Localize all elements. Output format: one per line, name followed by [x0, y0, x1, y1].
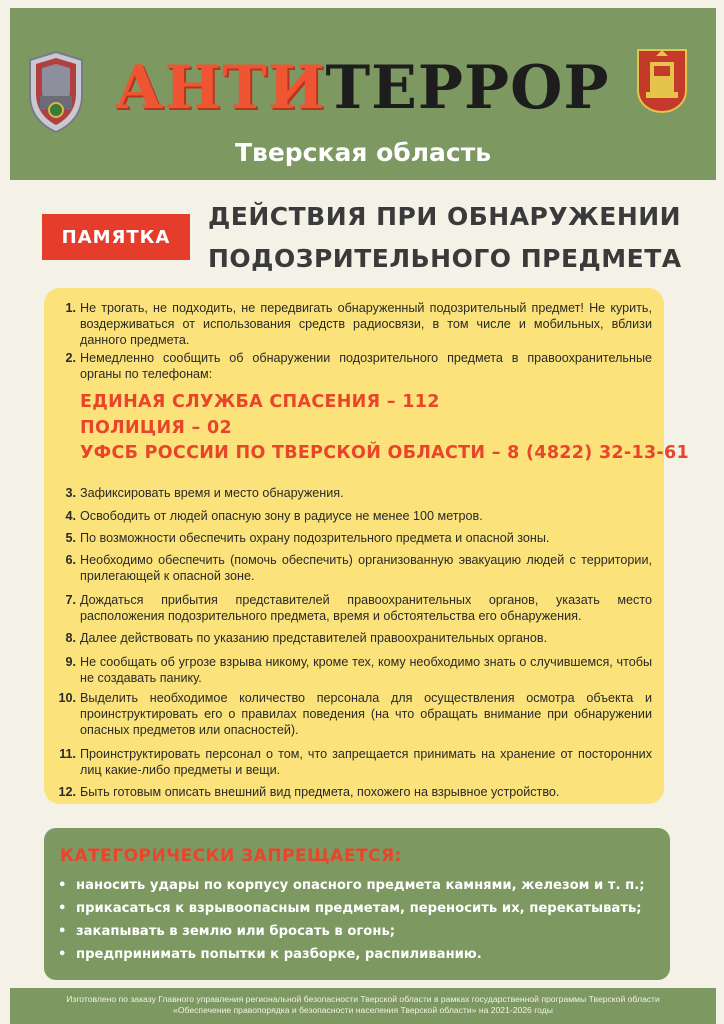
bullet-icon: • — [58, 901, 67, 916]
hotline-fsb: УФСБ РОССИИ ПО ТВЕРСКОЙ ОБЛАСТИ – 8 (4822) 32-13-61 — [80, 443, 689, 463]
header-band — [10, 8, 716, 180]
item-number: 10. — [58, 691, 76, 705]
item-text: По возможности обеспечить охрану подозрительного предмета и опасной зоны. — [80, 531, 550, 545]
bullet-icon: • — [58, 878, 67, 893]
hotline-police: ПОЛИЦИЯ – 02 — [80, 418, 232, 438]
item-number: 7. — [65, 593, 76, 607]
notice-badge: ПАМЯТКА — [42, 214, 190, 260]
item-number: 6. — [65, 553, 76, 567]
item-number: 12. — [58, 785, 76, 799]
title-anti: АНТИ — [114, 53, 326, 123]
item-text: Не трогать, не подходить, не передвигать обнаруженный подозрительный предмет! Не курить, воздерживаться от использования средств радиосвязи, в том числе и мобильных, вблизи данного предмета. — [80, 301, 652, 347]
region-title: Тверская область — [234, 138, 492, 167]
item-text: Зафиксировать время и место обнаружения. — [80, 486, 344, 500]
item-number: 1. — [65, 301, 76, 315]
title-terror: ТЕРРОР — [325, 53, 610, 123]
footer-line-1: Изготовлено по заказу Главного управления региональной безопасности Тверской области в рамках государственной программы Тверской области — [66, 994, 660, 1004]
police-shield-icon — [26, 50, 86, 134]
prohibited-text: наносить удары по корпусу опасного предмета камнями, железом и т. п.; — [76, 878, 645, 893]
tver-coat-of-arms-icon — [636, 48, 688, 114]
prohibited-panel — [44, 828, 670, 980]
notice-heading — [208, 196, 688, 280]
prohibited-item — [58, 924, 658, 939]
item-text: Быть готовым описать внешний вид предмета, похожего на взрывное устройство. — [80, 785, 560, 799]
item-text: Не сообщать об угрозе взрыва никому, кроме тех, кому необходимо знать о случившемся, чтобы не создавать панику. — [80, 655, 652, 685]
prohibited-text: закапывать в землю или бросать в огонь; — [76, 924, 396, 939]
prohibited-text: предпринимать попытки к разборке, распиливанию. — [76, 947, 482, 962]
prohibited-item — [58, 878, 658, 893]
item-text: Освободить от людей опасную зону в радиусе не менее 100 метров. — [80, 509, 483, 523]
hotline-rescue: ЕДИНАЯ СЛУЖБА СПАСЕНИЯ – 112 — [80, 392, 440, 412]
bullet-icon: • — [58, 924, 67, 939]
item-number: 3. — [65, 486, 76, 500]
item-number: 11. — [59, 747, 76, 761]
prohibited-text: прикасаться к взрывоопасным предметам, переносить их, перекатывать; — [76, 901, 642, 916]
bullet-icon: • — [58, 947, 67, 962]
item-number: 2. — [65, 351, 76, 365]
item-number: 4. — [65, 509, 76, 523]
item-text: Выделить необходимое количество персонала для осуществления осмотра объекта и проинструктировать его о правилах поведения (на что обращать внимание при обнаружении опасных предметов или опасностей). — [80, 691, 652, 737]
footer-line-2: «Обеспечение правопорядка и безопасности населения Тверской области» на 2021-2026 годы — [173, 1005, 553, 1015]
item-text: Немедленно сообщить об обнаружении подозрительного предмета в правоохранительные органы по телефонам: — [80, 351, 652, 381]
item-number: 5. — [65, 531, 76, 545]
item-text: Необходимо обеспечить (помочь обеспечить) организованную эвакуацию людей с территории, прилегающей к опасной зоне. — [80, 553, 652, 583]
item-text: Дождаться прибытия представителей правоохранительных органов, указать место расположения подозрительного предмета, время и обстоятельства его обнаружения. — [80, 593, 652, 623]
prohibited-title: КАТЕГОРИЧЕСКИ ЗАПРЕЩАЕТСЯ: — [60, 846, 402, 866]
item-number: 8. — [65, 631, 76, 645]
main-title — [92, 48, 632, 128]
heading-line-1: ДЕЙСТВИЯ ПРИ ОБНАРУЖЕНИИ — [208, 202, 682, 231]
instructions-panel — [44, 288, 689, 804]
heading-line-2: ПОДОЗРИТЕЛЬНОГО ПРЕДМЕТА — [208, 244, 682, 273]
prohibited-item — [58, 947, 658, 962]
footer-band — [10, 988, 716, 1024]
item-number: 9. — [65, 655, 76, 669]
item-text: Далее действовать по указанию представителей правоохранительных органов. — [80, 631, 548, 645]
item-text: Проинструктировать персонал о том, что запрещается принимать на хранение от посторонних лиц какие-либо предметы и вещи. — [80, 747, 652, 777]
prohibited-item — [58, 901, 658, 916]
